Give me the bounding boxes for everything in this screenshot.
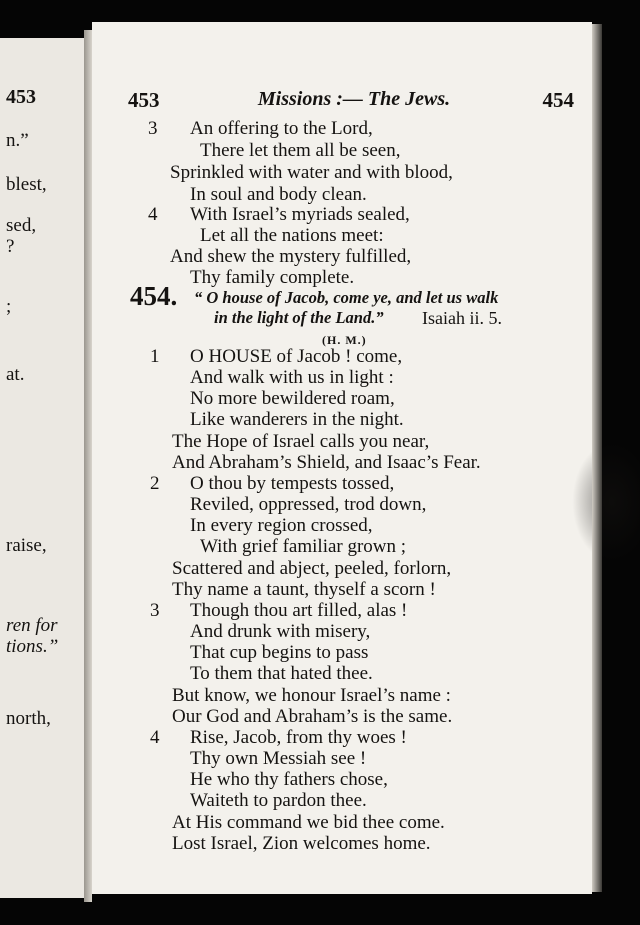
verse-line: And Abraham’s Shield, and Isaac’s Fear. [172,452,481,473]
verse-line: O HOUSE of Jacob ! come, [190,346,403,367]
verse-line: And walk with us in light : [190,367,394,388]
header-title: Missions :— The Jews. [257,88,451,110]
verse-line: And drunk with misery, [190,621,371,642]
left-page-fragment [0,38,86,898]
right-page [92,22,592,894]
verse-line: No more bewildered roam, [190,388,395,409]
verse-line: Thy own Messiah see ! [190,748,367,769]
verse-line: Reviled, oppressed, trod down, [190,494,427,515]
verse-line: Waiteth to pardon thee. [190,790,367,811]
verse-line: And shew the mystery fulfilled, [170,246,412,267]
left-page-number: 453 [6,86,36,108]
hymn-epigraph-line2: in the light of the Land.” [214,308,384,327]
left-text-fragment: tions.” [6,636,59,657]
header-page-number-left: 453 [128,88,160,112]
left-text-fragment: at. [6,364,25,385]
verse-line: He who thy fathers chose, [190,769,388,790]
left-text-fragment: ; [6,296,12,317]
verse-line: Though thou art filled, alas ! [190,600,408,621]
left-text-fragment: sed, [6,215,37,236]
verse-line: With grief familiar grown ; [200,536,407,557]
left-text-fragment: ren for [6,615,58,636]
verse-line: Lost Israel, Zion welcomes home. [172,833,431,854]
left-text-fragment: raise, [6,535,47,556]
verse-line: Scattered and abject, peeled, forlorn, [172,558,452,579]
verse-line: Thy name a taunt, thyself a scorn ! [172,579,436,600]
left-text-fragment: ? [6,236,15,257]
hymn-number: 454. [130,281,178,311]
verse-line: But know, we honour Israel’s name : [172,685,451,706]
hymn-epigraph-reference: Isaiah ii. 5. [422,308,502,328]
running-header [128,88,580,114]
verse-line: That cup begins to pass [190,642,369,663]
verse-line: In every region crossed, [190,515,373,536]
stanza-number: 3 [150,600,160,621]
hymn-meter: (H. M.) [322,333,367,347]
verse-line: Our God and Abraham’s is the same. [172,706,453,727]
verse-line: With Israel’s myriads sealed, [190,204,410,225]
verse-line: Let all the nations meet: [200,225,384,246]
stanza-number: 3 [148,118,158,139]
header-page-number-right: 454 [542,88,574,112]
verse-line: The Hope of Israel calls you near, [172,431,430,452]
stanza-number: 2 [150,473,160,494]
stanza-number: 4 [150,727,160,748]
verse-line: Sprinkled with water and with blood, [170,162,453,183]
verse-line: Like wanderers in the night. [190,409,404,430]
left-text-fragment: n.” [6,130,29,151]
hymn-epigraph-line1: “ O house of Jacob, come ye, and let us walk [194,288,499,307]
left-text-fragment: blest, [6,174,47,195]
book-gutter [84,30,92,902]
verse-line: An offering to the Lord, [190,118,373,139]
verse-line: At His command we bid thee come. [172,812,445,833]
verse-line: Thy family complete. [190,267,355,288]
page-edge-shadow [592,24,602,892]
verse-line: Rise, Jacob, from thy woes ! [190,727,407,748]
verse-line: O thou by tempests tossed, [190,473,395,494]
stanza-number: 4 [148,204,158,225]
verse-line: To them that hated thee. [190,663,373,684]
stanza-number: 1 [150,346,160,367]
ink-stain [572,442,640,562]
verse-line: In soul and body clean. [190,184,367,205]
left-text-fragment: north, [6,708,51,729]
verse-line: There let them all be seen, [200,140,401,161]
